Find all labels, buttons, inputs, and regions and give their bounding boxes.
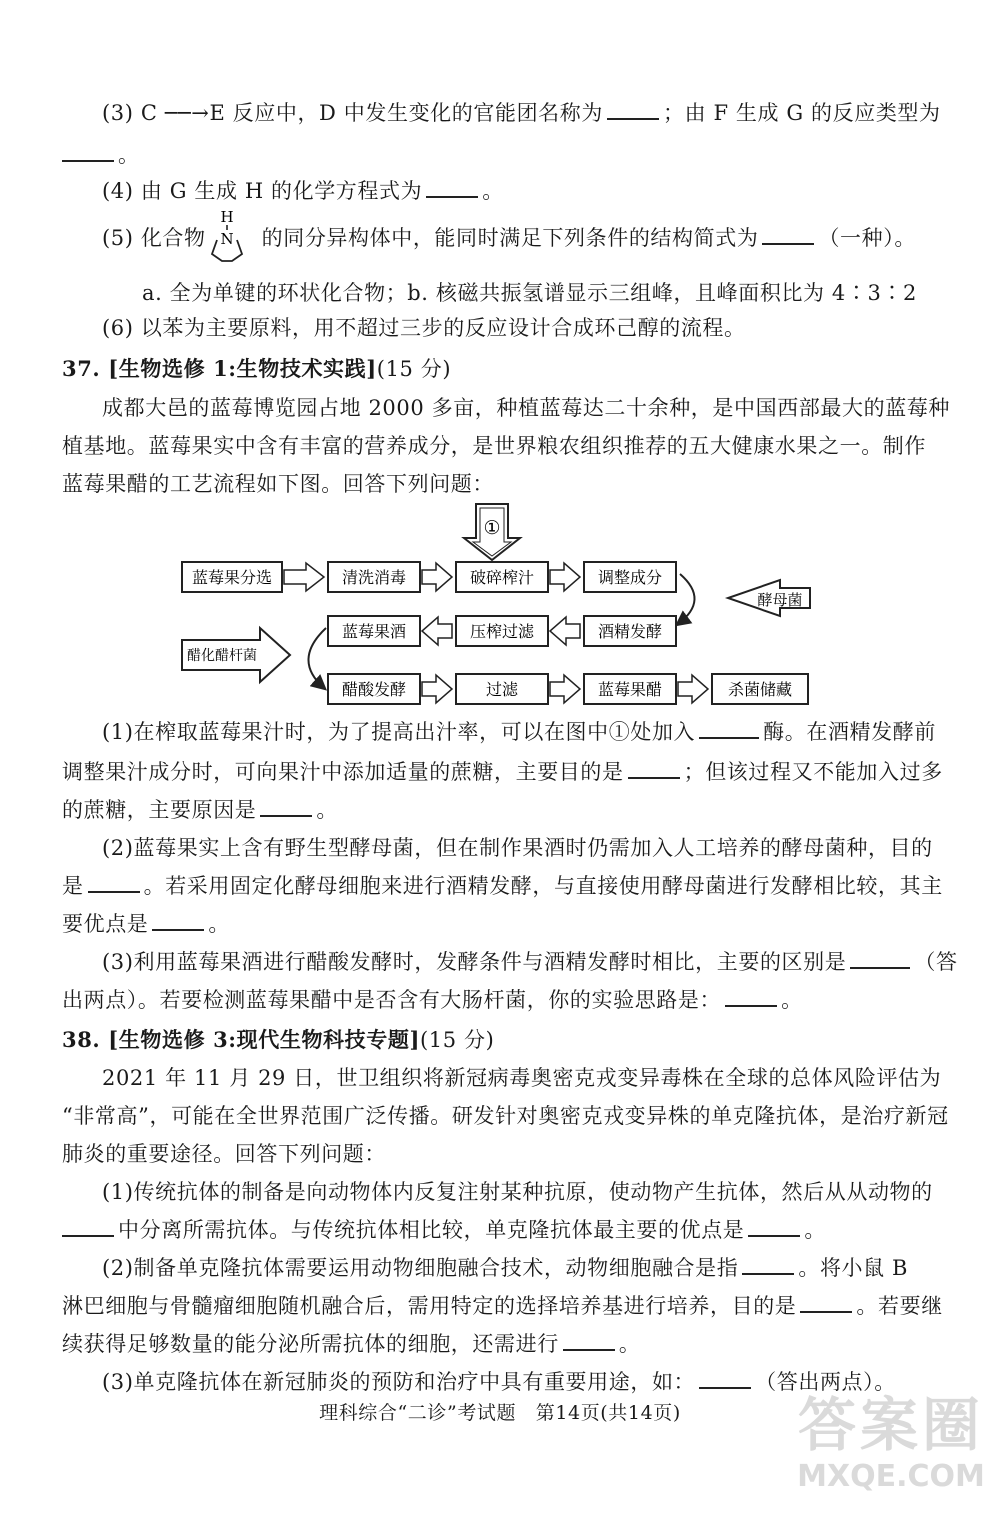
q37-para-line1 <box>102 393 950 423</box>
q38-2-text-e: 续获得足够数量的能分泌所需抗体的细胞，还需进行 <box>62 1332 559 1356</box>
q38-1-line1 <box>102 1177 933 1207</box>
flow-label: 破碎榨汁 <box>469 568 535 587</box>
q3-text-a: (3) C ──→E 反应中，D 中发生变化的官能团名称为 <box>102 101 603 125</box>
atom-n-label: N <box>220 230 234 248</box>
answer-blank[interactable] <box>260 797 312 817</box>
flow-label: 醋酸发酵 <box>341 680 407 699</box>
q5-text-a: (5) 化合物 <box>102 226 206 250</box>
q4-line <box>102 176 504 206</box>
q37-para-line2 <box>62 431 926 461</box>
q38-para-b: “非常高”，可能在全世界范围广泛传播。研发针对奥密克戎变异株的单克隆抗体，是治疗新冠 <box>62 1104 949 1128</box>
q37-3-line2 <box>62 985 803 1015</box>
flow-arrow-left <box>550 617 580 645</box>
row1 <box>182 562 676 592</box>
row2 <box>328 616 676 646</box>
q38-para-c: 肺炎的重要途径。回答下列问题： <box>62 1142 386 1166</box>
q3-text-b: ；由 F 生成 G 的反应类型为 <box>662 101 941 125</box>
q5-conditions-text: a. 全为单键的环状化合物；b. 核磁共振氢谱显示三组峰，且峰面积比为 4∶3∶2 <box>142 281 918 305</box>
flow-label: 蓝莓果醋 <box>597 680 663 699</box>
acetobacter-label: 醋化醋杆菌 <box>187 648 257 664</box>
flow-label: 酒精发酵 <box>597 622 663 641</box>
answer-blank[interactable] <box>426 178 478 198</box>
q37-para-c: 蓝莓果醋的工艺流程如下图。回答下列问题： <box>62 472 494 496</box>
q37-2-text-a: (2)蓝莓果实上含有野生型酵母菌，但在制作果酒时仍需加入人工培养的酵母菌种，目的 <box>102 836 933 860</box>
q38-2-line3 <box>62 1329 640 1359</box>
q37-1-line1 <box>102 717 936 747</box>
q37-2-line2 <box>62 871 943 901</box>
answer-blank[interactable] <box>800 1293 852 1313</box>
answer-blank[interactable] <box>699 1369 751 1389</box>
flow-label: 调整成分 <box>597 568 663 587</box>
q37-1-text-e: 的蔗糖，主要原因是 <box>62 798 257 822</box>
q37-2-text-d: 要优点是 <box>62 912 149 936</box>
answer-blank[interactable] <box>563 1331 615 1351</box>
q38-3-text-a: (3)单克隆抗体在新冠肺炎的预防和治疗中具有重要用途，如： <box>102 1370 696 1394</box>
q38-3-text-b: （答出两点）。 <box>755 1370 896 1394</box>
q37-3-line1 <box>102 947 958 977</box>
q5-conditions <box>142 278 917 308</box>
answer-blank[interactable] <box>62 1217 114 1237</box>
q37-para-line3 <box>62 469 494 499</box>
q37-points: (15 分) <box>376 357 452 381</box>
flow-label: 蓝莓果分选 <box>191 568 273 587</box>
answer-blank[interactable] <box>762 225 814 245</box>
flow-arrow-left <box>422 617 452 645</box>
watermark-small-text: MXQE.COM <box>797 1459 985 1494</box>
q37-3-text-b: （答 <box>914 950 958 974</box>
q6-line <box>102 313 746 343</box>
curve-arrow-left <box>308 628 326 688</box>
q38-2-text-a: (2)制备单克隆抗体需要运用动物细胞融合技术，动物细胞融合是指 <box>102 1256 739 1280</box>
yeast-arrow <box>728 580 810 616</box>
flow-label: 杀菌储藏 <box>727 680 793 699</box>
answer-blank[interactable] <box>699 719 759 739</box>
q38-para-line3 <box>62 1139 386 1169</box>
q38-para-a: 2021 年 11 月 29 日，世卫组织将新冠病毒奥密克戎变异毒株在全球的总体风险评估为 <box>102 1066 942 1090</box>
q5-text-c: （一种）。 <box>818 226 916 250</box>
flow-arrow <box>550 675 580 703</box>
q37-2-line1 <box>102 833 933 863</box>
q37-3-text-a: (3)利用蓝莓果酒进行醋酸发酵时，发酵条件与酒精发酵时相比，主要的区别是 <box>102 950 847 974</box>
q38-heading-text: 38. [生物选修 3:现代生物科技专题] <box>62 1027 420 1052</box>
flow-label: 蓝莓果酒 <box>341 622 407 641</box>
q38-1-text-b: 中分离所需抗体。与传统抗体相比较，单克隆抗体最主要的优点是 <box>118 1218 745 1242</box>
acetobacter-arrow <box>182 628 290 682</box>
q37-para-a: 成都大邑的蓝莓博览园占地 2000 多亩，种植蓝莓达二十余种，是中国西部最大的蓝莓种 <box>102 396 950 420</box>
input-arrow <box>464 504 520 560</box>
answer-blank[interactable] <box>850 949 910 969</box>
q4-text-b: 。 <box>482 179 504 203</box>
q37-heading-text: 37. [生物选修 1:生物技术实践] <box>62 356 377 381</box>
q37-2-text-e: 。 <box>208 912 231 936</box>
page-footer: 理科综合“二诊”考试题 第14页(共14页) <box>319 1402 681 1424</box>
q37-1-text-f: 。 <box>316 798 339 822</box>
q38-2-line2 <box>62 1291 943 1321</box>
q38-para-line2 <box>62 1101 949 1131</box>
answer-blank[interactable] <box>748 1217 800 1237</box>
q38-1-text-a: (1)传统抗体的制备是向动物体内反复注射某种抗原，使动物产生抗体，然后从从动物的 <box>102 1180 933 1204</box>
q3-line2 <box>62 140 140 170</box>
answer-blank[interactable] <box>62 142 114 162</box>
q37-1-text-c: 调整果汁成分时，可向果汁中添加适量的蔗糖，主要目的是 <box>62 760 624 784</box>
watermark-big-text: 答案圈 <box>797 1391 984 1459</box>
flow-arrow <box>422 563 452 591</box>
q38-1-line2 <box>62 1215 826 1245</box>
answer-blank[interactable] <box>88 873 140 893</box>
q38-3-line <box>102 1367 896 1397</box>
q37-1-text-a: (1)在榨取蓝莓果汁时，为了提高出汁率，可以在图中①处加入 <box>102 720 696 744</box>
q38-heading <box>62 1025 494 1055</box>
q3-line1 <box>102 98 941 128</box>
answer-blank[interactable] <box>607 100 659 120</box>
q37-heading <box>62 354 451 384</box>
input-marker-label: ① <box>483 517 501 539</box>
q37-1-text-b: 酶。在酒精发酵前 <box>763 720 936 744</box>
q37-2-text-b: 是 <box>62 874 84 898</box>
q3-text-c: 。 <box>118 143 140 167</box>
flow-label: 压榨过滤 <box>469 622 535 641</box>
q4-text-a: (4) 由 G 生成 H 的化学方程式为 <box>102 179 423 203</box>
q38-2-line1 <box>102 1253 908 1283</box>
q37-1-text-d: ；但该过程又不能加入过多 <box>683 760 943 784</box>
q38-1-text-c: 。 <box>804 1218 827 1242</box>
q38-2-text-d: 。若要继 <box>856 1294 943 1318</box>
q5-text-b: 的同分异构体中，能同时满足下列条件的结构简式为 <box>261 226 759 250</box>
watermark-logo <box>796 1390 986 1510</box>
q37-1-line3 <box>62 795 338 825</box>
process-flowchart <box>180 500 820 715</box>
flow-arrow <box>550 563 580 591</box>
answer-blank[interactable] <box>725 987 777 1007</box>
pyrrolidine-structure <box>200 208 260 264</box>
flow-arrow <box>284 563 324 591</box>
flow-arrow <box>422 675 452 703</box>
answer-blank[interactable] <box>628 759 680 779</box>
q37-1-line2 <box>62 757 943 787</box>
q37-para-b: 植基地。蓝莓果实中含有丰富的营养成分，是世界粮农组织推荐的五大健康水果之一。制作 <box>62 434 926 458</box>
q38-2-text-f: 。 <box>618 1332 641 1356</box>
answer-blank[interactable] <box>152 911 204 931</box>
q38-para-line1 <box>102 1063 941 1093</box>
q37-3-text-c: 出两点）。若要检测蓝莓果醋中是否含有大肠杆菌，你的实验思路是： <box>62 988 722 1012</box>
q38-points: (15 分) <box>420 1028 495 1052</box>
flow-label: 过滤 <box>485 680 519 699</box>
q6-text: (6) 以苯为主要原料，用不超过三步的反应设计合成环己醇的流程。 <box>102 316 746 340</box>
row3 <box>328 674 808 704</box>
q37-2-line3 <box>62 909 230 939</box>
q37-3-text-d: 。 <box>781 988 803 1012</box>
answer-blank[interactable] <box>742 1255 794 1275</box>
flow-arrow <box>678 675 708 703</box>
q38-2-text-b: 。将小鼠 B <box>798 1256 909 1280</box>
curve-arrow-right <box>678 574 695 624</box>
flow-label: 清洗消毒 <box>341 568 407 587</box>
q37-2-text-c: 。若采用固定化酵母细胞来进行酒精发酵，与直接使用酵母菌进行发酵相比较，其主 <box>143 874 943 898</box>
atom-h-label: H <box>220 208 234 226</box>
yeast-label: 酵母菌 <box>757 591 803 609</box>
q38-2-text-c: 淋巴细胞与骨髓瘤细胞随机融合后，需用特定的选择培养基进行培养，目的是 <box>62 1294 797 1318</box>
